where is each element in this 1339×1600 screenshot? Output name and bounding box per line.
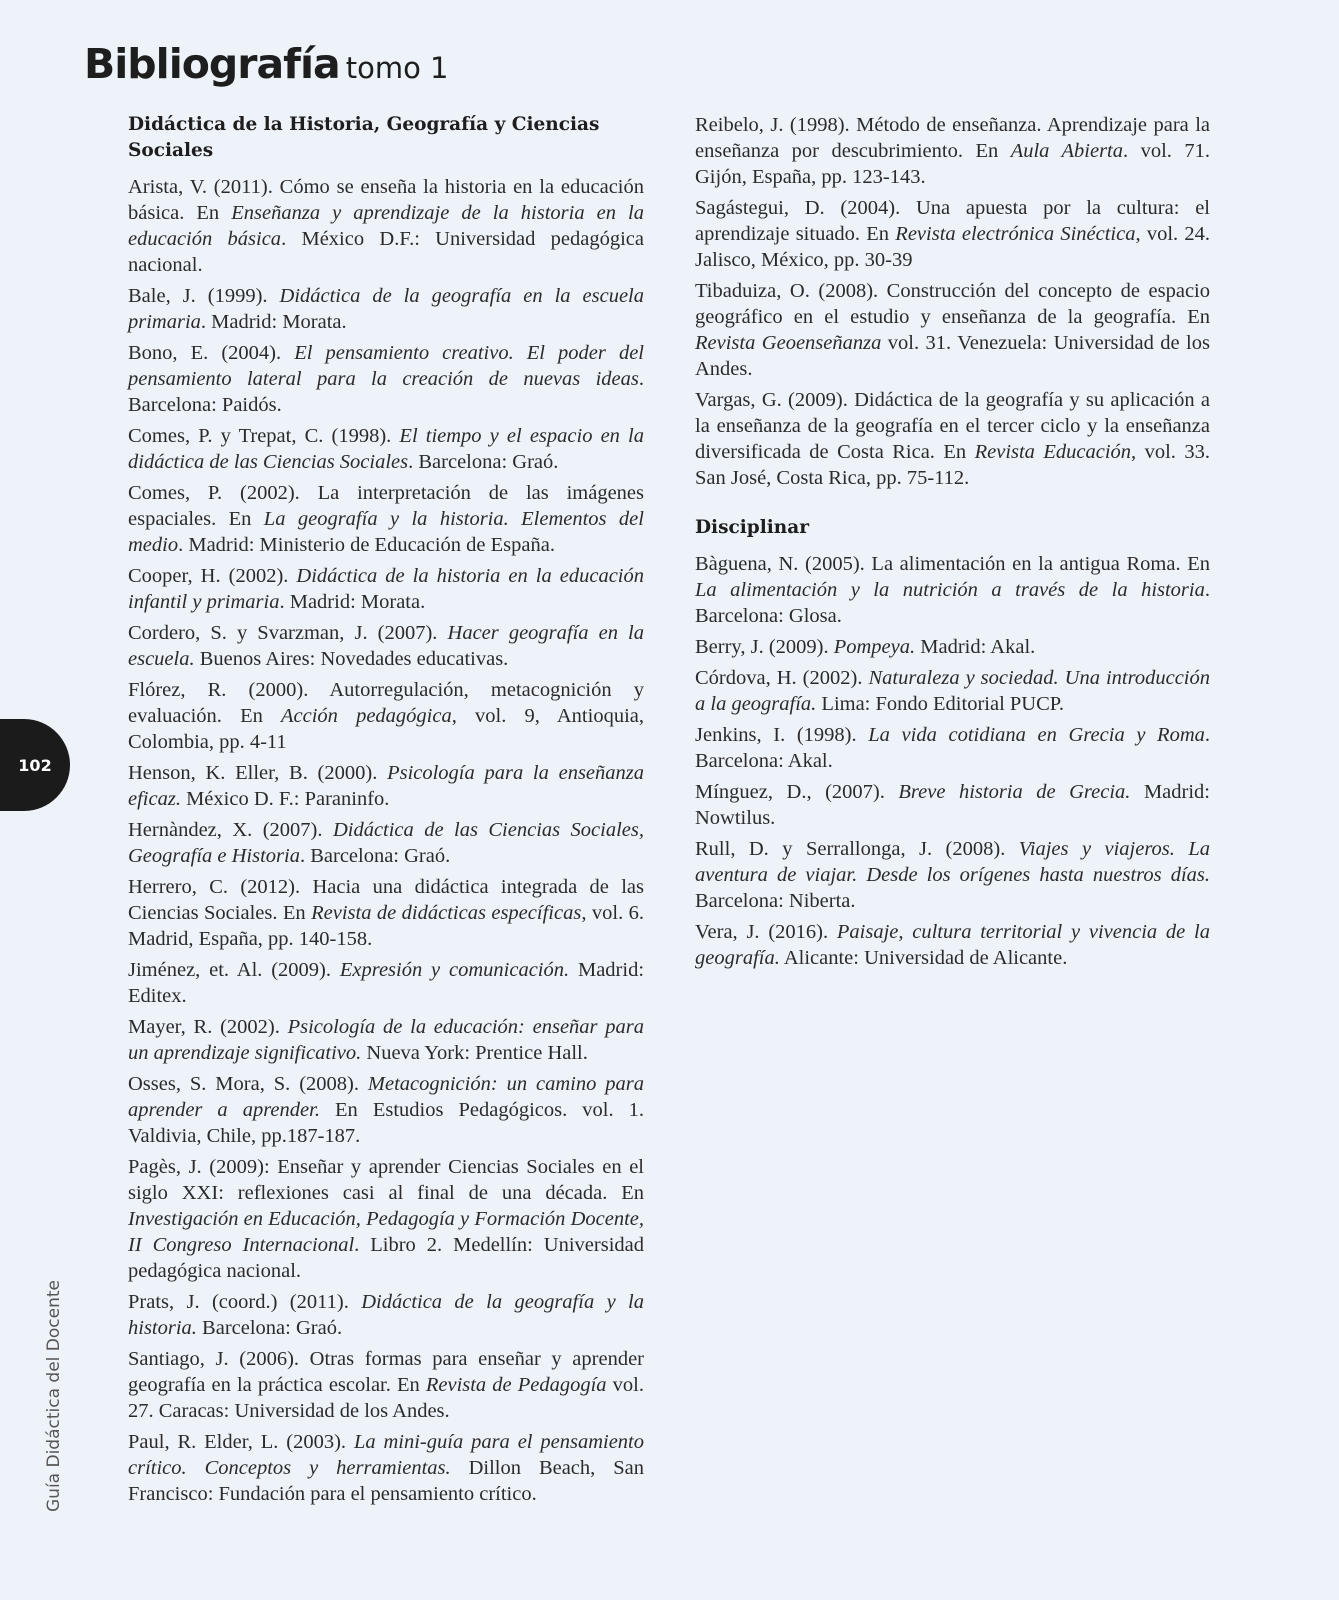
page-number-tab [0,719,70,811]
reference-entry: Paul, R. Elder, L. (2003). La mini-guía para el pensamiento crítico. Conceptos y herramientas. Dillon Beach, San Francisco: Fundación para el pensamiento crítico. [128,1431,644,1505]
reference-entry: Tibaduiza, O. (2008). Construcción del concepto de espacio geográfico en el estudio y enseñanza de la geografía. En Revista Geoenseñanza vol. 31. Venezuela: Universidad de los Andes. [695,280,1210,380]
reference-entry: Henson, K. Eller, B. (2000). Psicología para la enseñanza eficaz. México D. F.: Paraninfo. [128,762,645,810]
reference-entry: Hernàndez, X. (2007). Didáctica de las Ciencias Sociales, Geografía e Historia. Barcelona: Graó. [128,819,644,867]
reference-entry: Herrero, C. (2012). Hacia una didáctica integrada de las Ciencias Sociales. En Revista de didácticas específicas, vol. 6. Madrid, España, pp. 140-158. [128,876,645,950]
reference-entry: Jenkins, I. (1998). La vida cotidiana en Grecia y Roma. Barcelona: Akal. [695,724,1211,772]
page-title: Bibliografía [84,40,340,88]
reference-entry: Prats, J. (coord.) (2011). Didáctica de la geografía y la historia. Barcelona: Graó. [128,1291,644,1339]
page-title-block [84,40,449,88]
reference-entry: Osses, S. Mora, S. (2008). Metacognición: un camino para aprender a aprender. En Estudios Pedagógicos. vol. 1. Valdivia, Chile, pp.187-187. [128,1073,644,1147]
left-column [128,112,644,1512]
reference-entry: Comes, P. y Trepat, C. (1998). El tiempo y el espacio en la didáctica de las Ciencias Sociales. Barcelona: Graó. [128,425,644,473]
page-number: 102 [18,755,52,775]
reference-entry: Bono, E. (2004). El pensamiento creativo. El poder del pensamiento lateral para la creación de nuevas ideas. Barcelona: Paidós. [128,342,644,416]
page-subtitle: tomo 1 [345,51,449,85]
reference-entry: Córdova, H. (2002). Naturaleza y sociedad. Una introducción a la geografía. Lima: Fondo Editorial PUCP. [695,667,1210,715]
reference-list [695,551,1210,971]
reference-list [128,174,644,1507]
reference-entry: Cordero, S. y Svarzman, J. (2007). Hacer geografía en la escuela. Buenos Aires: Novedades educativas. [128,622,644,670]
reference-entry: Arista, V. (2011). Cómo se enseña la historia en la educación básica. En Enseñanza y aprendizaje de la historia en la educación básica. México D.F.: Universidad pedagógica nacional. [128,176,645,276]
reference-entry: Vera, J. (2016). Paisaje, cultura territorial y vivencia de la geografía. Alicante: Universidad de Alicante. [695,921,1210,969]
right-column [695,112,1210,976]
reference-entry: Mayer, R. (2002). Psicología de la educación: enseñar para un aprendizaje significativo. Nueva York: Prentice Hall. [128,1016,644,1064]
reference-entry: Vargas, G. (2009). Didáctica de la geografía y su aplicación a la enseñanza de la geografía en el tercer ciclo y la enseñanza diversificada de Costa Rica. En Revista Educación, vol. 33. San José, Costa Rica, pp. 75-112. [695,389,1211,489]
reference-entry: Mínguez, D., (2007). Breve historia de Grecia. Madrid: Nowtilus. [695,781,1210,829]
reference-entry: Santiago, J. (2006). Otras formas para enseñar y aprender geografía en la práctica escolar. En Revista de Pedagogía vol. 27. Caracas: Universidad de los Andes. [128,1348,644,1422]
reference-entry: Flórez, R. (2000). Autorregulación, metacognición y evaluación. En Acción pedagógica, vol. 9, Antioquia, Colombia, pp. 4-11 [128,679,644,753]
reference-entry: Cooper, H. (2002). Didáctica de la historia en la educación infantil y primaria. Madrid: Morata. [128,565,644,613]
reference-entry: Pagès, J. (2009): Enseñar y aprender Ciencias Sociales en el siglo XXI: reflexiones casi al final de una década. En Investigación en Educación, Pedagogía y Formación Docente, II Congreso Internacional. Libro 2. Medellín: Universidad pedagógica nacional. [128,1156,644,1282]
reference-entry: Rull, D. y Serrallonga, J. (2008). Viajes y viajeros. La aventura de viajar. Desde los orígenes hasta nuestros días. Barcelona: Niberta. [695,838,1210,912]
reference-entry: Sagástegui, D. (2004). Una apuesta por la cultura: el aprendizaje situado. En Revista electrónica Sinéctica, vol. 24. Jalisco, México, pp. 30-39 [695,197,1210,271]
reference-list-continued [695,112,1210,491]
reference-entry: Comes, P. (2002). La interpretación de las imágenes espaciales. En La geografía y la historia. Elementos del medio. Madrid: Ministerio de Educación de España. [128,482,644,556]
reference-entry: Bale, J. (1999). Didáctica de la geografía en la escuela primaria. Madrid: Morata. [128,285,644,333]
section-heading: Disciplinar [695,517,809,538]
reference-entry: Bàguena, N. (2005). La alimentación en la antigua Roma. En La alimentación y la nutrición a través de la historia. Barcelona: Glosa. [695,553,1210,627]
reference-entry: Berry, J. (2009). Pompeya. Madrid: Akal. [695,636,1036,658]
side-label: Guía Didáctica del Docente [44,1280,64,1512]
reference-entry: Reibelo, J. (1998). Método de enseñanza. Aprendizaje para la enseñanza por descubrimiento. En Aula Abierta. vol. 71. Gijón, España, pp. 123-143. [695,114,1210,188]
reference-entry: Jiménez, et. Al. (2009). Expresión y comunicación. Madrid: Editex. [128,959,645,1007]
section-heading: Didáctica de la Historia, Geografía y Ciencias Sociales [128,114,600,161]
